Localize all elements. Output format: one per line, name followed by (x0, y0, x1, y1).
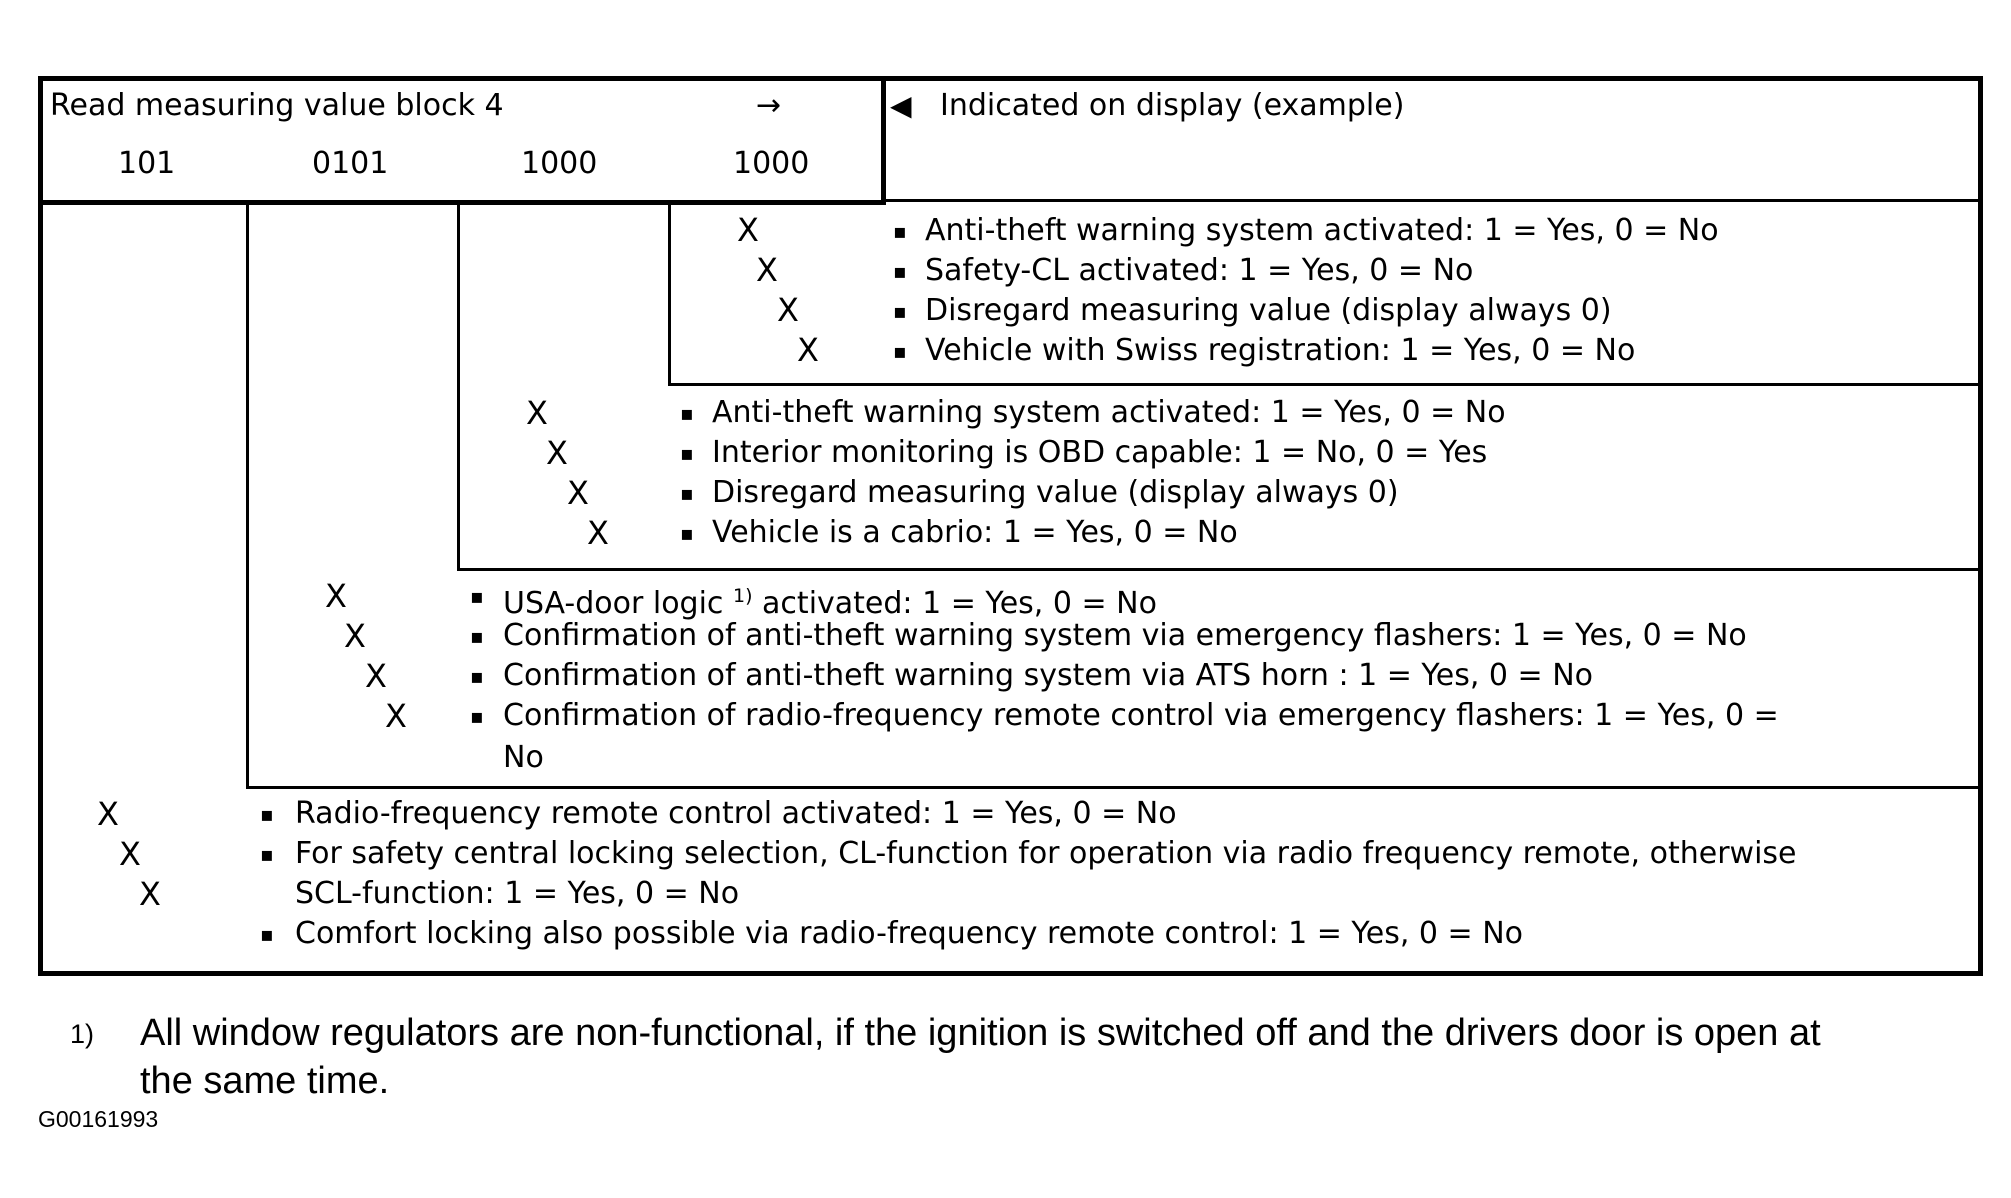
bullet-icon: ▪ (260, 842, 274, 866)
value-field-4: 1000 (733, 146, 810, 181)
mark-x: X (365, 657, 387, 695)
footnote-text-line1: All window regulators are non-functional, if the ignition is switched off and the drivers door is open at (140, 1012, 1821, 1054)
item-text: Interior monitoring is OBD capable: 1 = No, 0 = Yes (712, 435, 1488, 470)
pointer-left-icon: ◀ (890, 89, 912, 122)
value-field-2: 0101 (312, 146, 389, 181)
footnote-ref: 1) (732, 585, 753, 607)
mark-x: X (119, 835, 141, 873)
item-text-post: activated: 1 = Yes, 0 = No (762, 586, 1157, 621)
bullet-icon: ▪ (680, 401, 694, 425)
item-text: Anti-theft warning system activated: 1 = Yes, 0 = No (712, 395, 1506, 430)
item-text: Confirmation of radio-frequency remote control via emergency flashers: 1 = Yes, 0 = (503, 698, 1779, 733)
value-field-3: 1000 (521, 146, 598, 181)
mark-x: X (587, 514, 609, 552)
bullet-icon: ▪ (260, 802, 274, 826)
bullet-icon: ▪ (893, 219, 907, 243)
footnote-text-line2: the same time. (140, 1060, 390, 1102)
bullet-icon: ▪ (470, 704, 484, 728)
display-label: Indicated on display (example) (940, 88, 1405, 123)
bullet-icon: ▪ (680, 521, 694, 545)
bullet-icon: ▪ (893, 259, 907, 283)
item-text: Confirmation of anti-theft warning system via ATS horn : 1 = Yes, 0 = No (503, 658, 1593, 693)
bullet-icon: ▪ (470, 624, 484, 648)
mark-x: X (97, 795, 119, 833)
mark-x: X (385, 697, 407, 735)
item-text (503, 578, 1157, 622)
mark-x: X (567, 474, 589, 512)
item-text: Radio-frequency remote control activated: 1 = Yes, 0 = No (295, 796, 1177, 831)
item-text-pre: USA-door logic (503, 586, 724, 621)
item-text: Comfort locking also possible via radio-frequency remote control: 1 = Yes, 0 = No (295, 916, 1523, 951)
footnote-marker: 1) (70, 1019, 95, 1049)
item-text: For safety central locking selection, CL-function for operation via radio frequency remote, otherwise (295, 836, 1797, 871)
mark-x: X (546, 434, 568, 472)
mark-x: X (526, 394, 548, 432)
item-text-continued: No (503, 740, 544, 775)
item-text: Disregard measuring value (display always 0) (925, 293, 1612, 328)
mark-x: X (777, 291, 799, 329)
value-field-1: 101 (118, 146, 176, 181)
item-text-continued: SCL-function: 1 = Yes, 0 = No (295, 876, 740, 911)
mark-x: X (737, 211, 759, 249)
mark-x: X (344, 617, 366, 655)
item-text: Vehicle is a cabrio: 1 = Yes, 0 = No (712, 515, 1238, 550)
item-text: Confirmation of anti-theft warning system via emergency flashers: 1 = Yes, 0 = No (503, 618, 1747, 653)
arrow-icon: → (756, 88, 782, 123)
bullet-icon: ▪ (470, 584, 484, 608)
mark-x: X (756, 251, 778, 289)
item-text: Disregard measuring value (display always 0) (712, 475, 1399, 510)
figure-id: G00161993 (38, 1106, 159, 1132)
bullet-icon: ▪ (893, 299, 907, 323)
bullet-icon: ▪ (893, 339, 907, 363)
block-title: Read measuring value block 4 (50, 88, 504, 123)
item-text: Safety-CL activated: 1 = Yes, 0 = No (925, 253, 1474, 288)
mark-x: X (325, 577, 347, 615)
bullet-icon: ▪ (680, 481, 694, 505)
item-text: Anti-theft warning system activated: 1 = Yes, 0 = No (925, 213, 1719, 248)
item-text: Vehicle with Swiss registration: 1 = Yes, 0 = No (925, 333, 1636, 368)
bullet-icon: ▪ (470, 664, 484, 688)
mark-x: X (797, 331, 819, 369)
bullet-icon: ▪ (260, 922, 274, 946)
mark-x: X (139, 875, 161, 913)
bullet-icon: ▪ (680, 441, 694, 465)
